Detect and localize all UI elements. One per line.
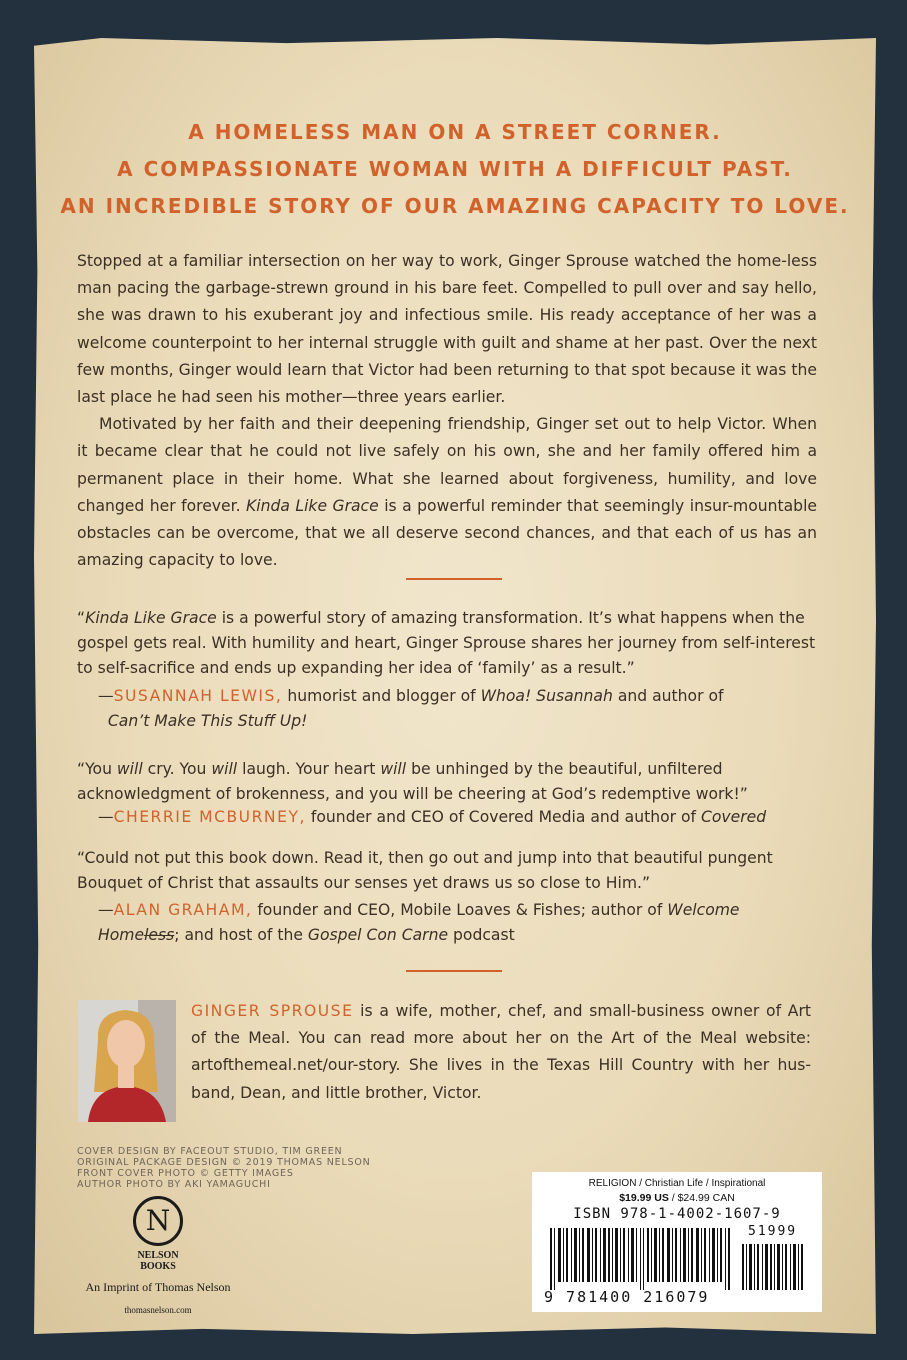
addon-code: 51999 — [748, 1224, 798, 1239]
quote-2-attribution: —CHERRIE MCBURNEY, founder and CEO of Covered Media and author of Covered — [98, 808, 767, 826]
book-description — [77, 248, 817, 574]
author-photo — [78, 1000, 176, 1122]
barcode-block — [532, 1172, 822, 1312]
publisher-logo: N NELSON BOOKS An Imprint of Thomas Nelson thomasnelson.com — [78, 1196, 238, 1336]
quote-2: “You will cry. You will laugh. Your heart will be unhinged by the beautiful, unfiltered acknowledgment of brokenness, and you will be cheering at God’s redemptive work!” — [77, 760, 748, 803]
description-paragraph-1: Stopped at a familiar intersection on her way to work, Ginger Sprouse watched the home-less man pacing the garbage-strewn ground in his bare feet. Compelled to pull over and say hello, she was drawn to his exuberant joy and infectious smile. His ready acceptance of her was a welcome counterpoint to her internal struggle with guilt and shame at her past. Over the next few months, Ginger would learn that Victor had been returning to that spot because it was the last place he had seen his mother—three years earlier. — [77, 252, 817, 407]
divider-1 — [406, 578, 502, 580]
description-paragraph-2: Motivated by her faith and their deepening friendship, Ginger set out to help Victor. When it became clear that he could not live safely on his own, she and her family offered him a permanent place in their home. What she learned about forgiveness, humility, and love changed her forever. Kinda Like Grace is a powerful reminder that seemingly insur-mountable obstacles can be overcome, that we all deserve second chances, and that each of us has an amazing capacity to love. — [77, 415, 817, 570]
endorser-name: SUSANNAH LEWIS, — [113, 687, 283, 705]
heading-line-3: AN INCREDIBLE STORY OF OUR AMAZING CAPACITY TO LOVE. — [60, 194, 850, 218]
quote-1: “Kinda Like Grace is a powerful story of amazing transformation. It’s what happens when the gospel gets real. With humility and heart, Ginger Sprouse shares her journey from self-interest to self-sacrifice and ends up expanding her idea of ‘family’ as a result.” — [77, 609, 816, 677]
isbn-text: ISBN 978-1-4002-1607-9 — [573, 1206, 781, 1222]
nelson-n-icon: N — [133, 1196, 183, 1246]
quote-3-attribution: —ALAN GRAHAM, founder and CEO, Mobile Loaves & Fishes; author of Welcome Homeless; and host of the Gospel Con Carne podcast — [98, 901, 740, 944]
author-bio: GINGER SPROUSE is a wife, mother, chef, and small-business owner of Art of the Meal. You can read more about her on the Art of the Meal website: artofthemeal.net/our-story. She lives in the Texas Hill Country with her hus-band, Dean, and little brother, Victor. — [191, 1002, 811, 1102]
quote-1-attribution: —SUSANNAH LEWIS, humorist and blogger of Whoa! Susannah and author of Can’t Make This Stuff Up! — [98, 687, 724, 730]
author-name: GINGER SPROUSE — [191, 1002, 354, 1020]
book-title: Kinda Like Grace — [246, 496, 379, 515]
cover-credits: COVER DESIGN BY FACEOUT STUDIO, TIM GREEN ORIGINAL PACKAGE DESIGN © 2019 THOMAS NELSON FRONT COVER PHOTO © GETTY IMAGES AUTHOR PHOTO BY AKI YAMAGUCHI — [77, 1146, 371, 1190]
bisac-category: RELIGION / Christian Life / Inspirational — [588, 1178, 766, 1189]
heading-line-1: A HOMELESS MAN ON A STREET CORNER. — [188, 120, 722, 144]
heading-line-2: A COMPASSIONATE WOMAN WITH A DIFFICULT PAST. — [117, 157, 793, 181]
price: $19.99 US / $24.99 CAN — [619, 1192, 735, 1204]
endorser-name: CHERRIE MCBURNEY, — [113, 808, 306, 826]
barcode-digits: 9 781400 216079 — [544, 1288, 710, 1306]
quote-3: “Could not put this book down. Read it, then go out and jump into that beautiful pungent Bouquet of Christ that assaults our senses yet draws us so close to Him.” — [77, 849, 773, 892]
endorser-name: ALAN GRAHAM, — [113, 901, 253, 919]
divider-2 — [406, 970, 502, 972]
